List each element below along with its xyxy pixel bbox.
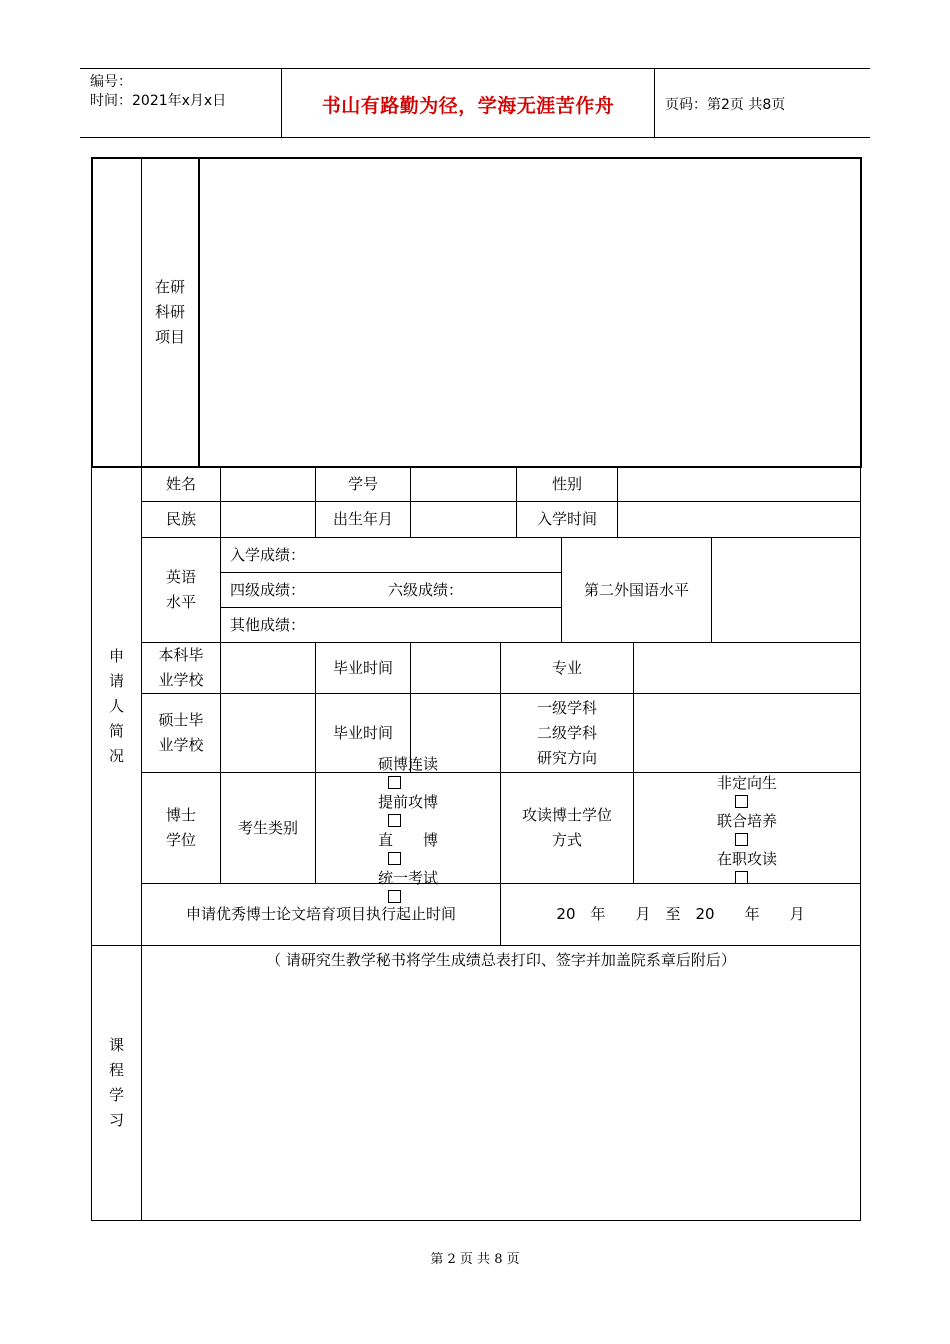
birth-label: 出生年月 [332,510,393,528]
ethnicity-label: 民族 [165,510,196,528]
applicant-section-label: 申 请 人 简 况 [108,647,124,765]
bachelor-grad-time-label: 毕业时间 [332,658,393,677]
candidate-type-options [316,755,500,887]
study-mode-option[interactable]: 非定向生 [717,771,777,809]
course-study-field[interactable] [142,975,860,1220]
candidate-option[interactable]: 提前攻博 [378,790,438,828]
page-footer: 第 2 页 共 8 页 [430,1252,520,1267]
study-mode-options [634,773,860,883]
candidate-option[interactable]: 直 博 [378,828,438,866]
gender-field[interactable] [618,468,860,501]
discipline-field[interactable] [634,694,860,772]
english-entrance-score[interactable]: 入学成绩： [230,545,306,564]
master-grad-time-label: 毕业时间 [332,723,393,742]
cet6-score[interactable]: 六级成绩： [388,580,464,599]
project-period-field[interactable]: 20 年 月 至 20 年 月 [556,905,805,923]
study-mode-label: 攻读博士学位 方式 [521,806,612,849]
second-foreign-language-label: 第二外国语水平 [583,580,689,599]
study-mode-option[interactable]: 联合培养 [717,809,777,847]
second-foreign-language-field[interactable] [712,538,860,642]
phd-degree-label: 博士 学位 [165,806,196,849]
research-projects-field[interactable] [200,159,860,466]
course-study-label: 课 程 学 习 [108,1036,124,1129]
candidate-type-label: 考生类别 [237,818,298,837]
checkbox[interactable] [388,814,401,827]
doc-time-label: 时间：2021年x月x日 [90,93,227,109]
header-motto: 书山有路勤为径，学海无涯苦作舟 [321,95,615,117]
student-id-field[interactable] [411,468,516,501]
gender-label: 性别 [551,475,582,493]
birth-field[interactable] [411,502,516,537]
english-level-label: 英语 水平 [165,568,196,611]
candidate-option[interactable]: 统一考试 [378,866,438,904]
checkbox[interactable] [735,871,748,884]
checkbox[interactable] [388,776,401,789]
enroll-time-label: 入学时间 [536,510,597,528]
major-label: 专业 [551,658,582,677]
doc-number-label: 编号： [90,74,132,90]
bachelor-grad-time-field[interactable] [411,643,500,693]
master-school-label: 硕士毕 业学校 [158,711,204,754]
checkbox[interactable] [388,852,401,865]
master-school-field[interactable] [221,694,315,772]
research-projects-label: 在研 科研 项目 [154,278,185,346]
course-study-note: （ 请研究生教学秘书将学生成绩总表打印、签字并加盖院系章后附后） [266,950,736,969]
ethnicity-field[interactable] [221,502,315,537]
bachelor-school-label: 本科毕 业学校 [158,646,204,689]
enroll-time-field[interactable] [618,502,860,537]
bachelor-school-field[interactable] [221,643,315,693]
english-other-score[interactable]: 其他成绩： [230,615,306,634]
checkbox[interactable] [735,833,748,846]
header-page-label: 页码：第2页 共8页 [665,97,786,113]
discipline-label: 一级学科 二级学科 研究方向 [536,698,597,767]
name-label: 姓名 [165,475,196,493]
study-mode-option[interactable]: 在职攻读 [717,847,777,885]
major-field[interactable] [634,643,860,693]
student-id-label: 学号 [347,475,378,493]
name-field[interactable] [221,468,315,501]
cet4-score[interactable]: 四级成绩： [230,580,306,599]
project-period-label: 申请优秀博士论文培育项目执行起止时间 [185,905,456,923]
checkbox[interactable] [735,795,748,808]
candidate-option[interactable]: 硕博连读 [378,752,438,790]
